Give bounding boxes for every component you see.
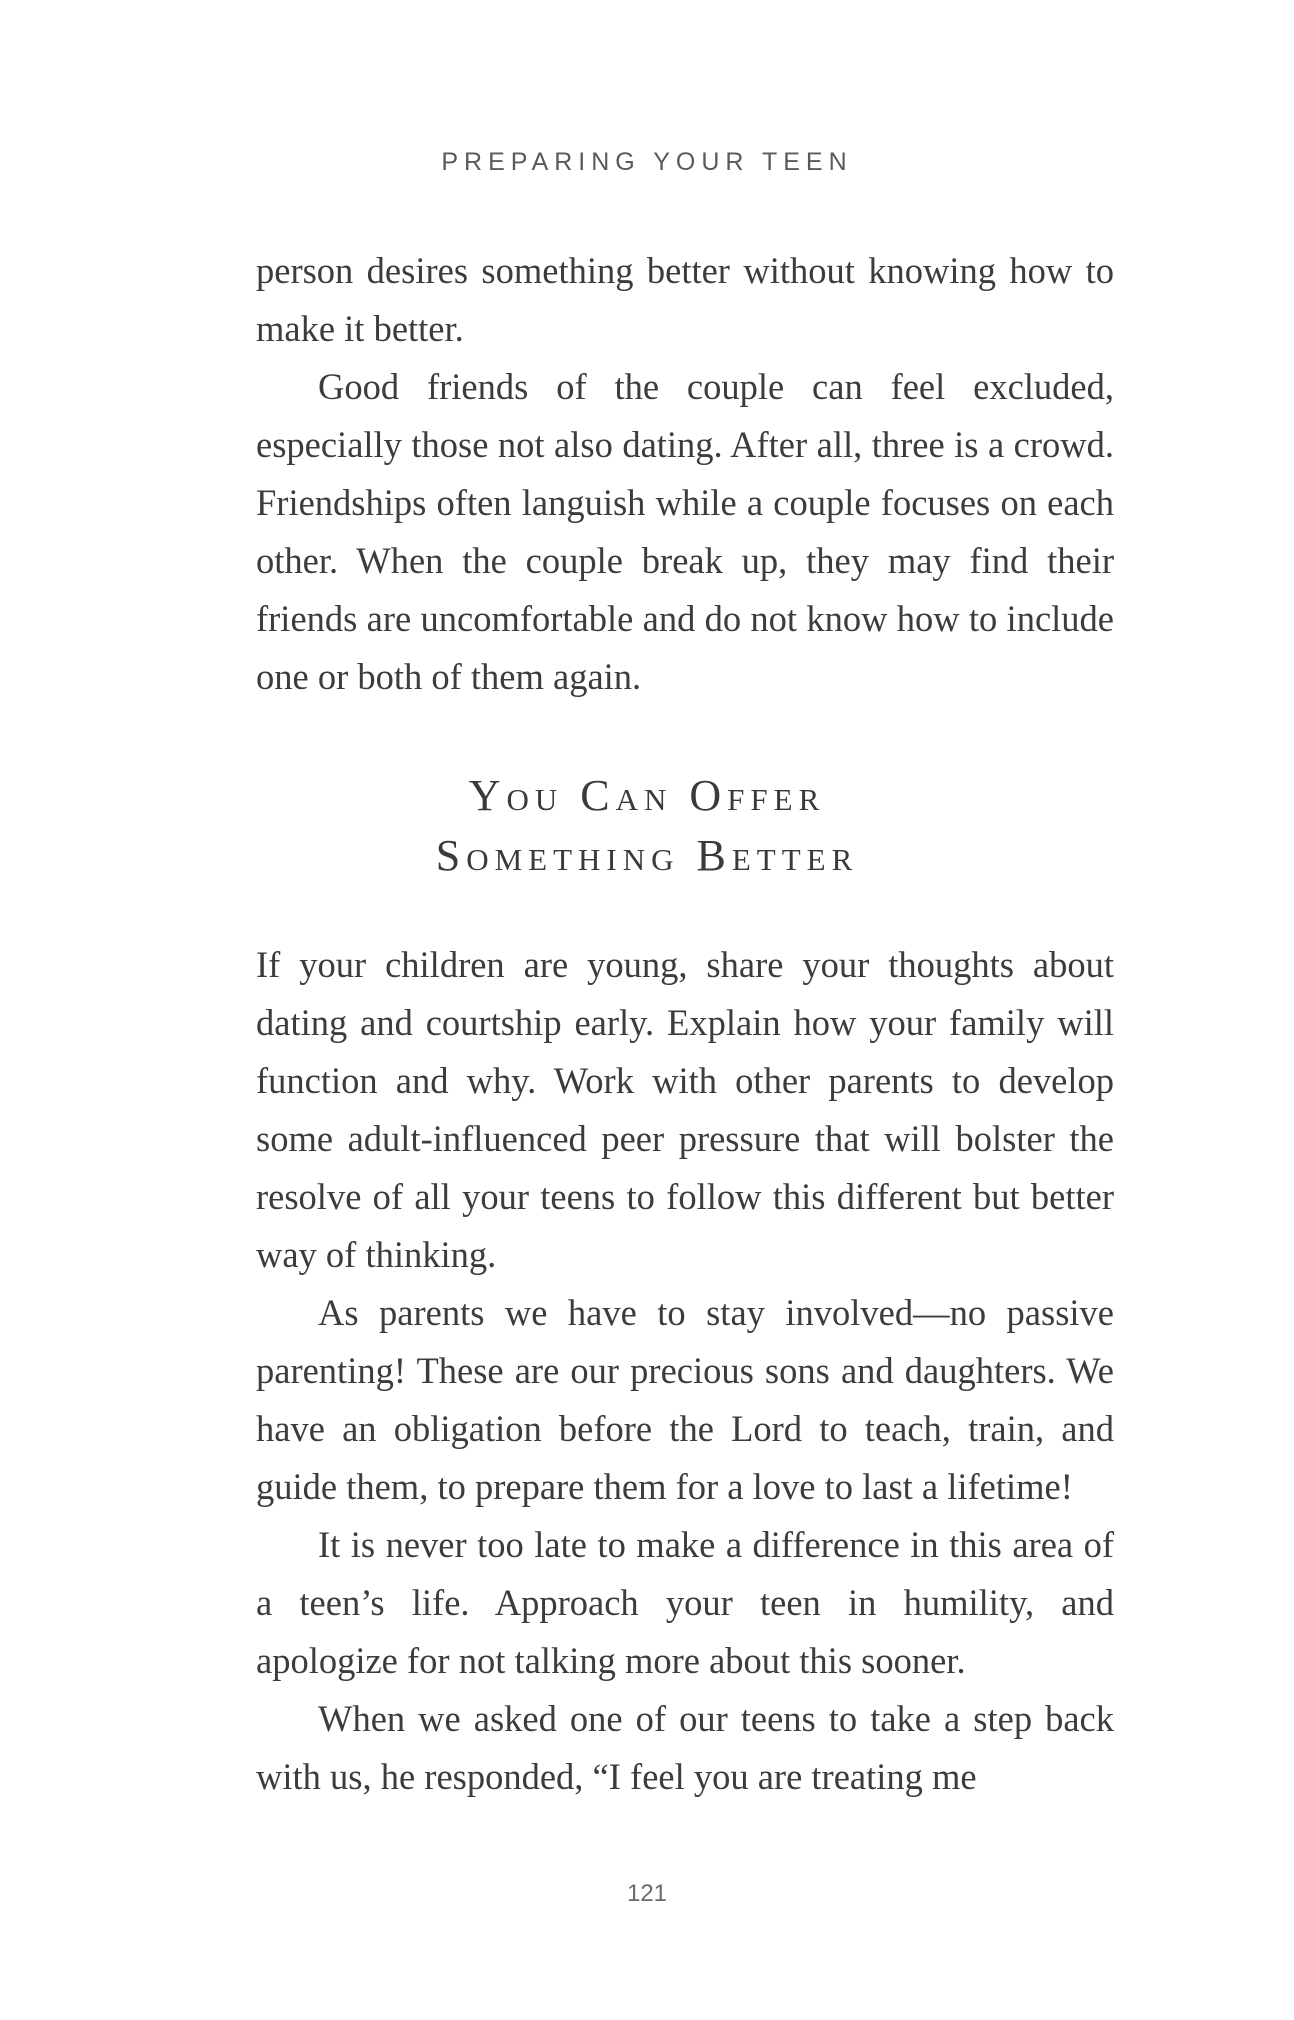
page-number: 121 xyxy=(626,1880,668,1907)
section-heading-line-2: Something Better xyxy=(435,831,859,880)
paragraph: When we asked one of our teens to take a step back with us, he responded, “I feel you are treating me xyxy=(256,1698,1114,1797)
paragraph-continued: person desires something better without knowing how to make it better. xyxy=(256,250,1114,349)
section-heading-line-1: You Can Offer xyxy=(468,771,826,820)
paragraph: If your children are young, share your thoughts about dating and courtship early. Explain how your family will function and why. Work with other parents to develop some adult-influenced peer pressure that will bolster the resolve of all your teens to follow this different but better way of thinking. xyxy=(256,944,1114,1275)
paragraph: As parents we have to stay involved—no passive parenting! These are our precious sons and daughters. We have an obligation before the Lord to teach, train, and guide them, to prepare them for a love to last a lifetime! xyxy=(256,1292,1114,1507)
running-head: PREPARING YOUR TEEN xyxy=(441,148,853,176)
body-text-top xyxy=(256,242,1114,706)
body-text-bottom xyxy=(256,936,1114,1806)
paragraph: It is never too late to make a difference in this area of a teen’s life. Approach your teen in humility, and apologize for not talking more about this sooner. xyxy=(256,1524,1114,1681)
section-heading xyxy=(0,766,1294,886)
paragraph: Good friends of the couple can feel excluded, especially those not also dating. After all, three is a crowd. Friendships often languish while a couple focuses on each other. When the couple break up, they may find their friends are uncomfortable and do not know how to include one or both of them again. xyxy=(256,366,1114,697)
